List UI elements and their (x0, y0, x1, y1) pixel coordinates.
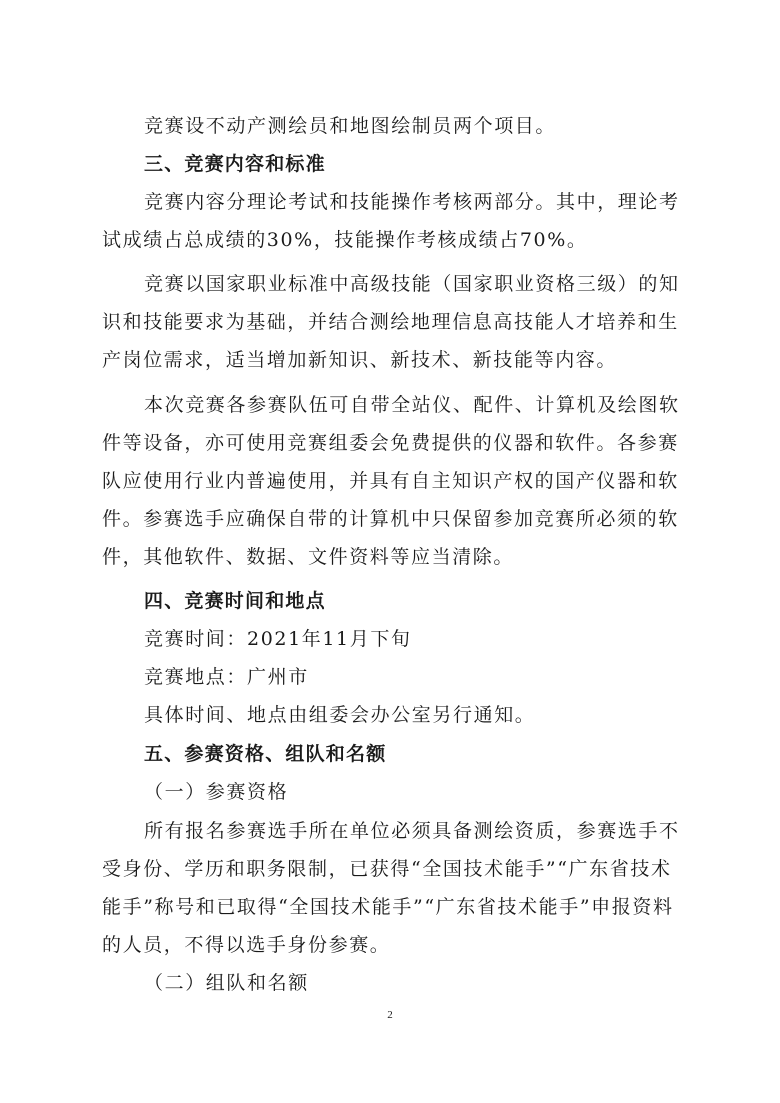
section-heading-time-place: 四、竞赛时间和地点 (144, 590, 326, 612)
competition-time: 竞赛时间：2021年11月下旬 (144, 628, 412, 650)
subsection-heading-team-quota: （二）组队和名额 (144, 972, 309, 994)
subsection-heading-eligibility: （一）参赛资格 (144, 781, 289, 803)
paragraph-line: 产岗位需求，适当增加新知识、新技术、新技能等内容。 (102, 349, 618, 371)
paragraph-line: 竞赛内容分理论考试和技能操作考核两部分。其中，理论考 (144, 191, 680, 213)
paragraph-line-projects: 竞赛设不动产测绘员和地图绘制员两个项目。 (144, 115, 557, 137)
paragraph-line: 件等设备，亦可使用竞赛组委会免费提供的仪器和软件。各参赛 (102, 432, 679, 454)
paragraph-line: 队应使用行业内普遍使用，并具有自主知识产权的国产仪器和软 (102, 470, 679, 492)
paragraph-line: 本次竞赛各参赛队伍可自带全站仪、配件、计算机及绘图软 (144, 394, 680, 416)
paragraph-line: 件，其他软件、数据、文件资料等应当清除。 (102, 546, 515, 568)
section-heading-eligibility: 五、参赛资格、组队和名额 (144, 743, 387, 765)
paragraph-line: 识和技能要求为基础，并结合测绘地理信息高技能人才培养和生 (102, 311, 679, 333)
section-heading-content-standards: 三、竞赛内容和标准 (144, 153, 326, 175)
paragraph-line: 所有报名参赛选手所在单位必须具备测绘资质，参赛选手不 (144, 820, 680, 842)
paragraph-line: 受身份、学历和职务限制，已获得“全国技术能手”“广东省技术 (102, 858, 672, 880)
paragraph-line: 竞赛以国家职业标准中高级技能（国家职业资格三级）的知 (144, 273, 680, 295)
page-number: 2 (387, 1009, 393, 1021)
paragraph-line: 的人员，不得以选手身份参赛。 (102, 934, 391, 956)
paragraph-line: 试成绩占总成绩的30%，技能操作考核成绩占70%。 (102, 229, 588, 251)
paragraph-line: 能手”称号和已取得“全国技术能手”“广东省技术能手”申报资料 (102, 896, 674, 918)
paragraph-line: 具体时间、地点由组委会办公室另行通知。 (144, 704, 536, 726)
competition-location: 竞赛地点：广州市 (144, 666, 309, 688)
paragraph-line: 件。参赛选手应确保自带的计算机中只保留参加竞赛所必须的软 (102, 508, 679, 530)
